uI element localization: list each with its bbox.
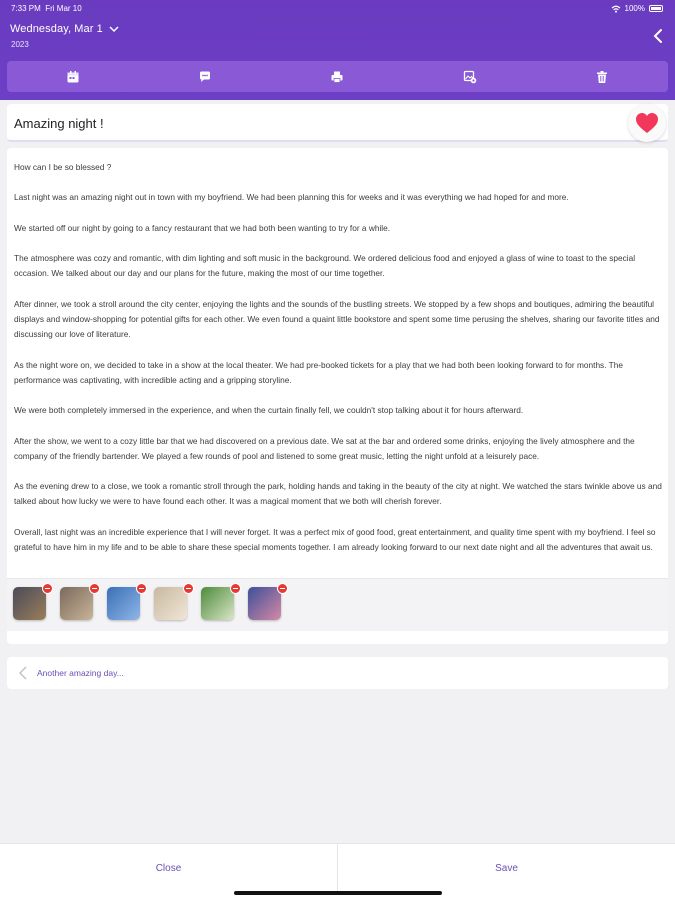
favorite-button[interactable] bbox=[628, 104, 666, 142]
photo-thumbnail[interactable] bbox=[201, 587, 234, 620]
entry-paragraph: We were both completely immersed in the experience, and when the curtain finally fell, we couldn't stop talking about it for hours afterward. bbox=[14, 405, 524, 416]
entry-date: Wednesday, Mar 1 bbox=[10, 23, 103, 35]
entry-paragraph: As the night wore on, we decided to take in a show at the local theater. We had pre-booked tickets for a play that we had both been looking forward to for months. The performance was captivating, with incredible acting and a gripping storyline. bbox=[14, 359, 623, 385]
entry-toolbar bbox=[7, 61, 668, 92]
entry-paragraph: The atmosphere was cozy and romantic, with dim lighting and soft music in the background. We ordered delicious food and enjoyed a glass of wine to toast to the special occasion. We talked about our day and our plans for the future, making the most of our time together. bbox=[14, 253, 636, 279]
comment-button[interactable] bbox=[193, 65, 217, 89]
chevron-left-icon bbox=[649, 27, 667, 45]
remove-photo-button[interactable] bbox=[42, 583, 53, 594]
entry-paragraph: How can I be so blessed ? bbox=[14, 162, 112, 172]
remove-circle-icon bbox=[280, 588, 285, 590]
calendar-button[interactable] bbox=[61, 65, 85, 89]
entry-paragraph: Overall, last night was an incredible experience that I will never forget. It was a perfect mix of good food, great entertainment, and quality time spent with my boyfriend. I feel so grateful to have him in my life and to be able to share these special moments together. I am already looking forward to our next date night and all the adventures that await us. bbox=[14, 526, 656, 552]
photo-thumbnail[interactable] bbox=[248, 587, 281, 620]
close-button[interactable]: Close bbox=[155, 862, 182, 874]
remove-photo-button[interactable] bbox=[277, 583, 288, 594]
entry-paragraph: After dinner, we took a stroll around the city center, enjoying the lights and the sounds of the bustling streets. We stopped by a few shops and boutiques, admiring the beautiful displays and window-shopping for potential gifts for each other. We even found a quaint little bookstore and spent some time perusing the shelves, sharing our favorite titles and discussing our love of literature. bbox=[14, 298, 660, 340]
entry-paragraph: We started off our night by going to a fancy restaurant that we had both been wanting to try for a while. bbox=[14, 222, 391, 233]
date-selector[interactable] bbox=[10, 23, 119, 35]
remove-circle-icon bbox=[233, 588, 238, 590]
remove-photo-button[interactable] bbox=[89, 583, 100, 594]
previous-entry-link[interactable] bbox=[7, 657, 668, 689]
photo-thumbnail[interactable] bbox=[107, 587, 140, 620]
print-icon bbox=[330, 70, 344, 84]
remove-photo-button[interactable] bbox=[136, 583, 147, 594]
remove-circle-icon bbox=[45, 588, 50, 590]
remove-photo-button[interactable] bbox=[183, 583, 194, 594]
app-header bbox=[0, 0, 675, 100]
entry-title[interactable]: Amazing night ! bbox=[14, 116, 104, 131]
home-indicator bbox=[234, 891, 442, 895]
wifi-icon bbox=[611, 5, 621, 13]
photo-thumbnail[interactable] bbox=[60, 587, 93, 620]
chevron-left-icon bbox=[18, 666, 28, 680]
remove-photo-button[interactable] bbox=[230, 583, 241, 594]
calendar-icon bbox=[66, 70, 80, 84]
image-settings-icon bbox=[463, 70, 477, 84]
status-right bbox=[611, 4, 663, 13]
entry-body-card bbox=[7, 148, 668, 644]
status-bar bbox=[0, 0, 675, 16]
chevron-down-icon bbox=[109, 25, 119, 33]
chat-icon bbox=[198, 70, 212, 84]
delete-button[interactable] bbox=[590, 65, 614, 89]
status-time: 7:33 PM Fri Mar 10 bbox=[11, 4, 82, 13]
remove-circle-icon bbox=[92, 588, 97, 590]
entry-title-card bbox=[7, 104, 668, 142]
print-button[interactable] bbox=[325, 65, 349, 89]
remove-circle-icon bbox=[139, 588, 144, 590]
save-button[interactable]: Save bbox=[495, 862, 518, 874]
back-button[interactable] bbox=[649, 27, 667, 45]
entry-body[interactable] bbox=[14, 160, 664, 555]
photo-strip bbox=[7, 578, 668, 631]
battery-icon bbox=[649, 5, 663, 12]
photo-thumbnail[interactable] bbox=[154, 587, 187, 620]
remove-circle-icon bbox=[186, 588, 191, 590]
entry-paragraph: Last night was an amazing night out in town with my boyfriend. We had been planning this for weeks and it was everything we had hoped for and more. bbox=[14, 192, 569, 203]
entry-paragraph: After the show, we went to a cozy little bar that we had discovered on a previous date. We sat at the bar and ordered some drinks, enjoying the lively atmosphere and the company of the friendly bartender. We played a few rounds of pool and listened to some great music, letting the night unfold at a leisurely pace. bbox=[14, 435, 635, 461]
battery-percent: 100% bbox=[624, 4, 645, 13]
photo-thumbnail[interactable] bbox=[13, 587, 46, 620]
entry-year: 2023 bbox=[11, 40, 29, 49]
trash-icon bbox=[595, 70, 609, 84]
heart-icon bbox=[635, 112, 659, 134]
previous-entry-label: Another amazing day... bbox=[37, 668, 124, 678]
entry-paragraph: As the evening drew to a close, we took a romantic stroll through the park, holding hands and taking in the beauty of the city at night. We watched the stars twinkle above us and talked about how lucky we were to have found each other. It was a magical moment that we both will cherish forever. bbox=[14, 481, 662, 507]
photo-settings-button[interactable] bbox=[458, 65, 482, 89]
